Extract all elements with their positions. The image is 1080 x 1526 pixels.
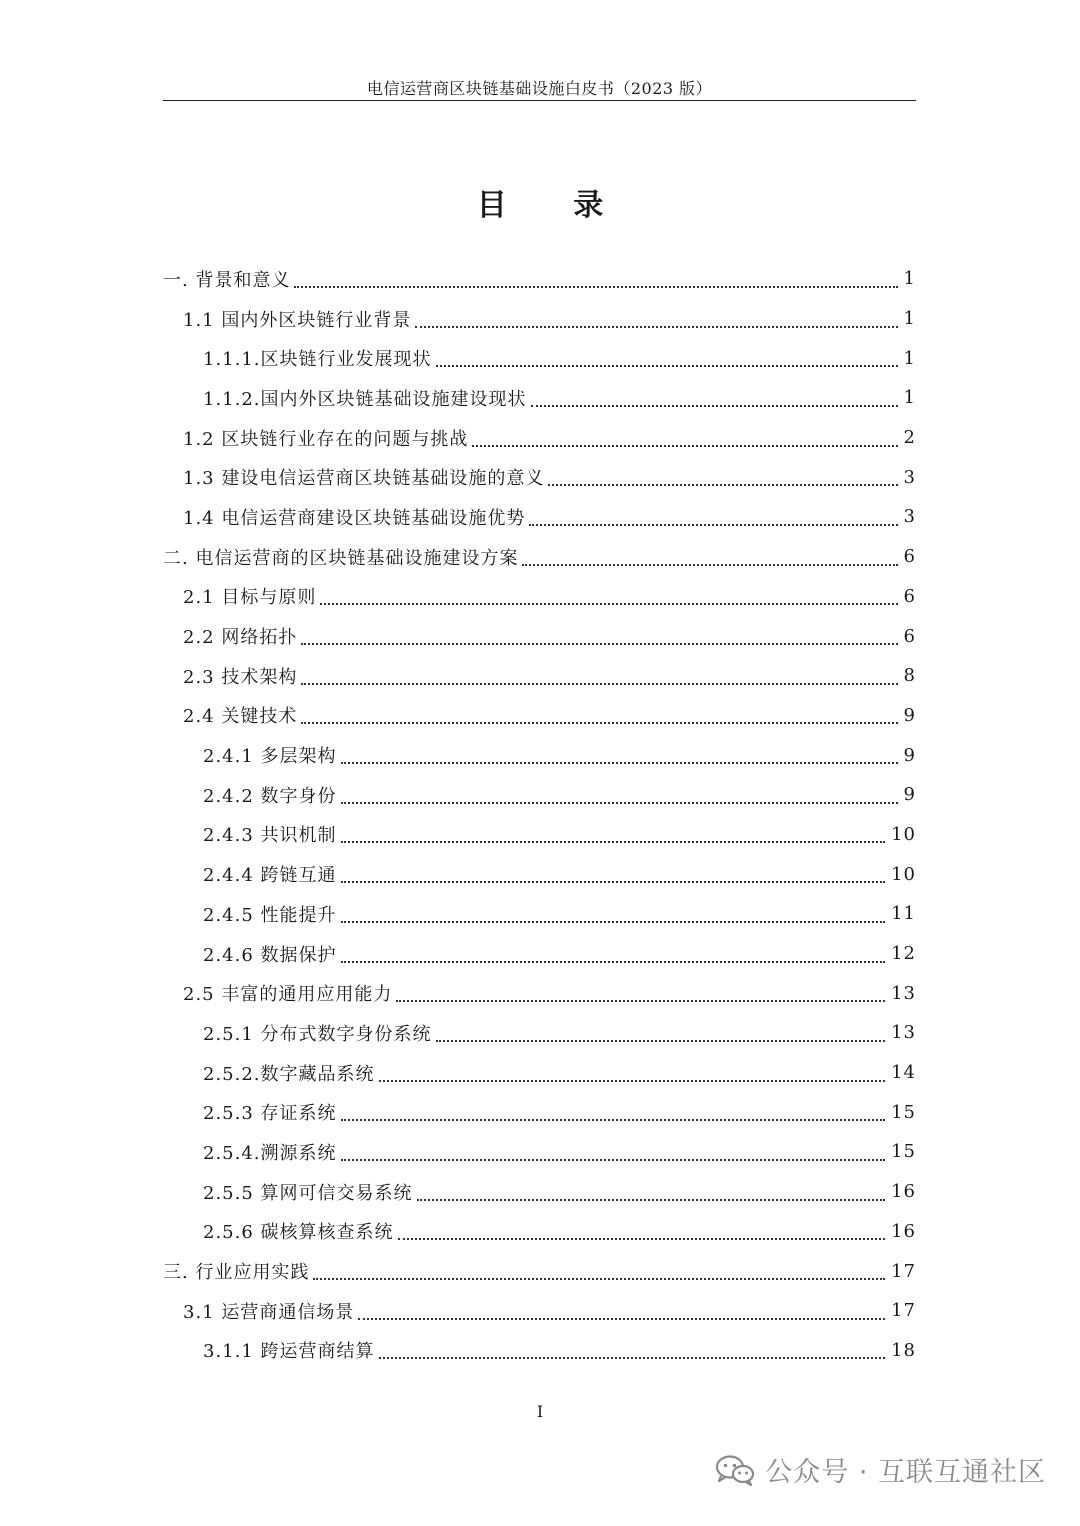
toc-entry[interactable]: [163, 1172, 916, 1212]
toc-leader-dots: [301, 663, 897, 685]
toc-entry-label: 1.1.1.区块链行业发展现状: [203, 349, 432, 371]
toc-leader-dots: [301, 623, 897, 645]
header-rule: [163, 100, 916, 101]
toc-entry-label: 2.4.5 性能提升: [203, 904, 337, 926]
toc-title: 目 录: [476, 188, 632, 223]
toc-entry[interactable]: [163, 1212, 916, 1252]
toc-leader-dots: [341, 1139, 886, 1161]
toc-entry-page: 16: [891, 1181, 916, 1203]
toc-leader-dots: [341, 742, 898, 764]
toc-entry-page: 1: [903, 268, 916, 290]
toc-entry[interactable]: [163, 338, 916, 378]
toc-entry-label: 1.4 电信运营商建设区块链基础设施优势: [183, 507, 526, 529]
toc-leader-dots: [548, 464, 897, 486]
toc-entry-label: 2.4.2 数字身份: [203, 785, 337, 807]
toc-leader-dots: [436, 345, 898, 367]
toc-entry[interactable]: [163, 696, 916, 736]
toc-entry-label: 2.3 技术架构: [183, 666, 298, 688]
toc-entry[interactable]: [163, 1331, 916, 1371]
toc-entry[interactable]: [163, 457, 916, 497]
toc-entry-page: 18: [891, 1339, 916, 1361]
toc-leader-dots: [301, 702, 897, 724]
toc-entry-label: 1.3 建设电信运营商区块链基础设施的意义: [183, 468, 545, 490]
toc-entry-page: 1: [903, 308, 916, 330]
toc-entry-label: 2.5.1 分布式数字身份系统: [203, 1023, 432, 1045]
toc-leader-dots: [341, 1099, 886, 1121]
toc-entry-label: 2.5.3 存证系统: [203, 1103, 337, 1125]
toc-entry[interactable]: [163, 1092, 916, 1132]
toc-entry-page: 3: [903, 466, 916, 488]
toc-entry[interactable]: [163, 934, 916, 974]
toc-entry-page: 6: [903, 585, 916, 607]
toc-entry-page: 6: [903, 546, 916, 568]
toc-leader-dots: [320, 583, 897, 605]
toc-entry[interactable]: [163, 259, 916, 299]
toc-entry-page: 2: [903, 427, 916, 449]
toc-entry-page: 1: [903, 387, 916, 409]
toc-entry[interactable]: [163, 775, 916, 815]
document-header: 电信运营商区块链基础设施白皮书（2023 版）: [366, 79, 713, 98]
toc-leader-dots: [341, 941, 886, 963]
toc-entry-page: 13: [891, 1022, 916, 1044]
toc-entry-page: 16: [891, 1220, 916, 1242]
toc-entry-page: 9: [903, 704, 916, 726]
toc-leader-dots: [396, 980, 885, 1002]
toc-entry-label: 2.5.6 碳核算核查系统: [203, 1222, 394, 1244]
toc-entry-label: 2.5 丰富的通用应用能力: [183, 984, 393, 1006]
toc-entry[interactable]: [163, 735, 916, 775]
toc-leader-dots: [417, 1179, 886, 1201]
toc-entry-page: 10: [891, 823, 916, 845]
toc-entry-label: 2.5.5 算网可信交易系统: [203, 1182, 413, 1204]
toc-entry-label: 二. 电信运营商的区块链基础设施建设方案: [163, 547, 519, 569]
toc-leader-dots: [341, 821, 886, 843]
table-of-contents: [163, 259, 916, 1370]
toc-entry-page: 13: [891, 982, 916, 1004]
toc-entry-label: 2.5.4.溯源系统: [203, 1142, 337, 1164]
wechat-icon: [715, 1454, 755, 1486]
toc-leader-dots: [341, 901, 886, 923]
toc-entry[interactable]: [163, 497, 916, 537]
toc-leader-dots: [415, 306, 897, 328]
toc-entry-label: 1.2 区块链行业存在的问题与挑战: [183, 428, 469, 450]
toc-leader-dots: [531, 385, 898, 407]
page-number: I: [536, 1402, 544, 1421]
toc-entry[interactable]: [163, 577, 916, 617]
toc-entry[interactable]: [163, 616, 916, 656]
toc-entry[interactable]: [163, 537, 916, 577]
toc-entry-page: 10: [891, 863, 916, 885]
toc-entry-label: 1.1.2.国内外区块链基础设施建设现状: [203, 388, 527, 410]
toc-entry-label: 2.4.1 多层架构: [203, 746, 337, 768]
toc-entry-label: 2.4.3 共识机制: [203, 825, 337, 847]
toc-entry[interactable]: [163, 656, 916, 696]
toc-entry-label: 3.1.1 跨运营商结算: [203, 1341, 375, 1363]
toc-entry[interactable]: [163, 973, 916, 1013]
toc-entry-label: 一. 背景和意义: [163, 269, 291, 291]
toc-leader-dots: [341, 782, 898, 804]
toc-entry-page: 15: [891, 1101, 916, 1123]
toc-leader-dots: [379, 1060, 886, 1082]
toc-entry[interactable]: [163, 1291, 916, 1331]
toc-entry-page: 17: [891, 1260, 916, 1282]
toc-entry[interactable]: [163, 1013, 916, 1053]
toc-entry-label: 2.4 关键技术: [183, 706, 298, 728]
toc-entry[interactable]: [163, 1132, 916, 1172]
toc-leader-dots: [294, 266, 897, 288]
toc-entry-label: 三. 行业应用实践: [163, 1262, 310, 1284]
toc-entry-page: 3: [903, 506, 916, 528]
watermark-text: 公众号 · 互联互通社区: [765, 1457, 1046, 1488]
toc-leader-dots: [358, 1298, 885, 1320]
toc-entry-page: 8: [903, 665, 916, 687]
toc-entry[interactable]: [163, 854, 916, 894]
toc-entry-label: 2.4.4 跨链互通: [203, 865, 337, 887]
toc-leader-dots: [472, 425, 897, 447]
toc-leader-dots: [529, 504, 897, 526]
toc-leader-dots: [313, 1258, 885, 1280]
toc-entry[interactable]: [163, 894, 916, 934]
toc-entry[interactable]: [163, 378, 916, 418]
toc-entry[interactable]: [163, 299, 916, 339]
toc-entry-label: 2.2 网络拓扑: [183, 627, 298, 649]
toc-entry-label: 1.1 国内外区块链行业背景: [183, 309, 412, 331]
toc-entry-label: 2.5.2.数字藏品系统: [203, 1063, 375, 1085]
toc-entry-page: 15: [891, 1141, 916, 1163]
toc-leader-dots: [379, 1337, 886, 1359]
toc-entry[interactable]: [163, 1053, 916, 1093]
toc-entry[interactable]: [163, 1251, 916, 1291]
toc-entry-label: 2.4.6 数据保护: [203, 944, 337, 966]
toc-entry-label: 3.1 运营商通信场景: [183, 1301, 355, 1323]
toc-entry-page: 9: [903, 744, 916, 766]
toc-leader-dots: [522, 544, 897, 566]
toc-entry[interactable]: [163, 815, 916, 855]
toc-entry-page: 6: [903, 625, 916, 647]
toc-leader-dots: [398, 1218, 886, 1240]
toc-entry-page: 17: [891, 1300, 916, 1322]
toc-entry-label: 2.1 目标与原则: [183, 587, 317, 609]
watermark: [715, 1450, 1046, 1489]
toc-leader-dots: [341, 861, 886, 883]
toc-entry-page: 9: [903, 784, 916, 806]
toc-leader-dots: [436, 1020, 886, 1042]
toc-entry-page: 1: [903, 347, 916, 369]
toc-entry-page: 11: [891, 903, 916, 925]
toc-entry[interactable]: [163, 418, 916, 458]
toc-entry-page: 12: [891, 943, 916, 965]
toc-entry-page: 14: [891, 1062, 916, 1084]
